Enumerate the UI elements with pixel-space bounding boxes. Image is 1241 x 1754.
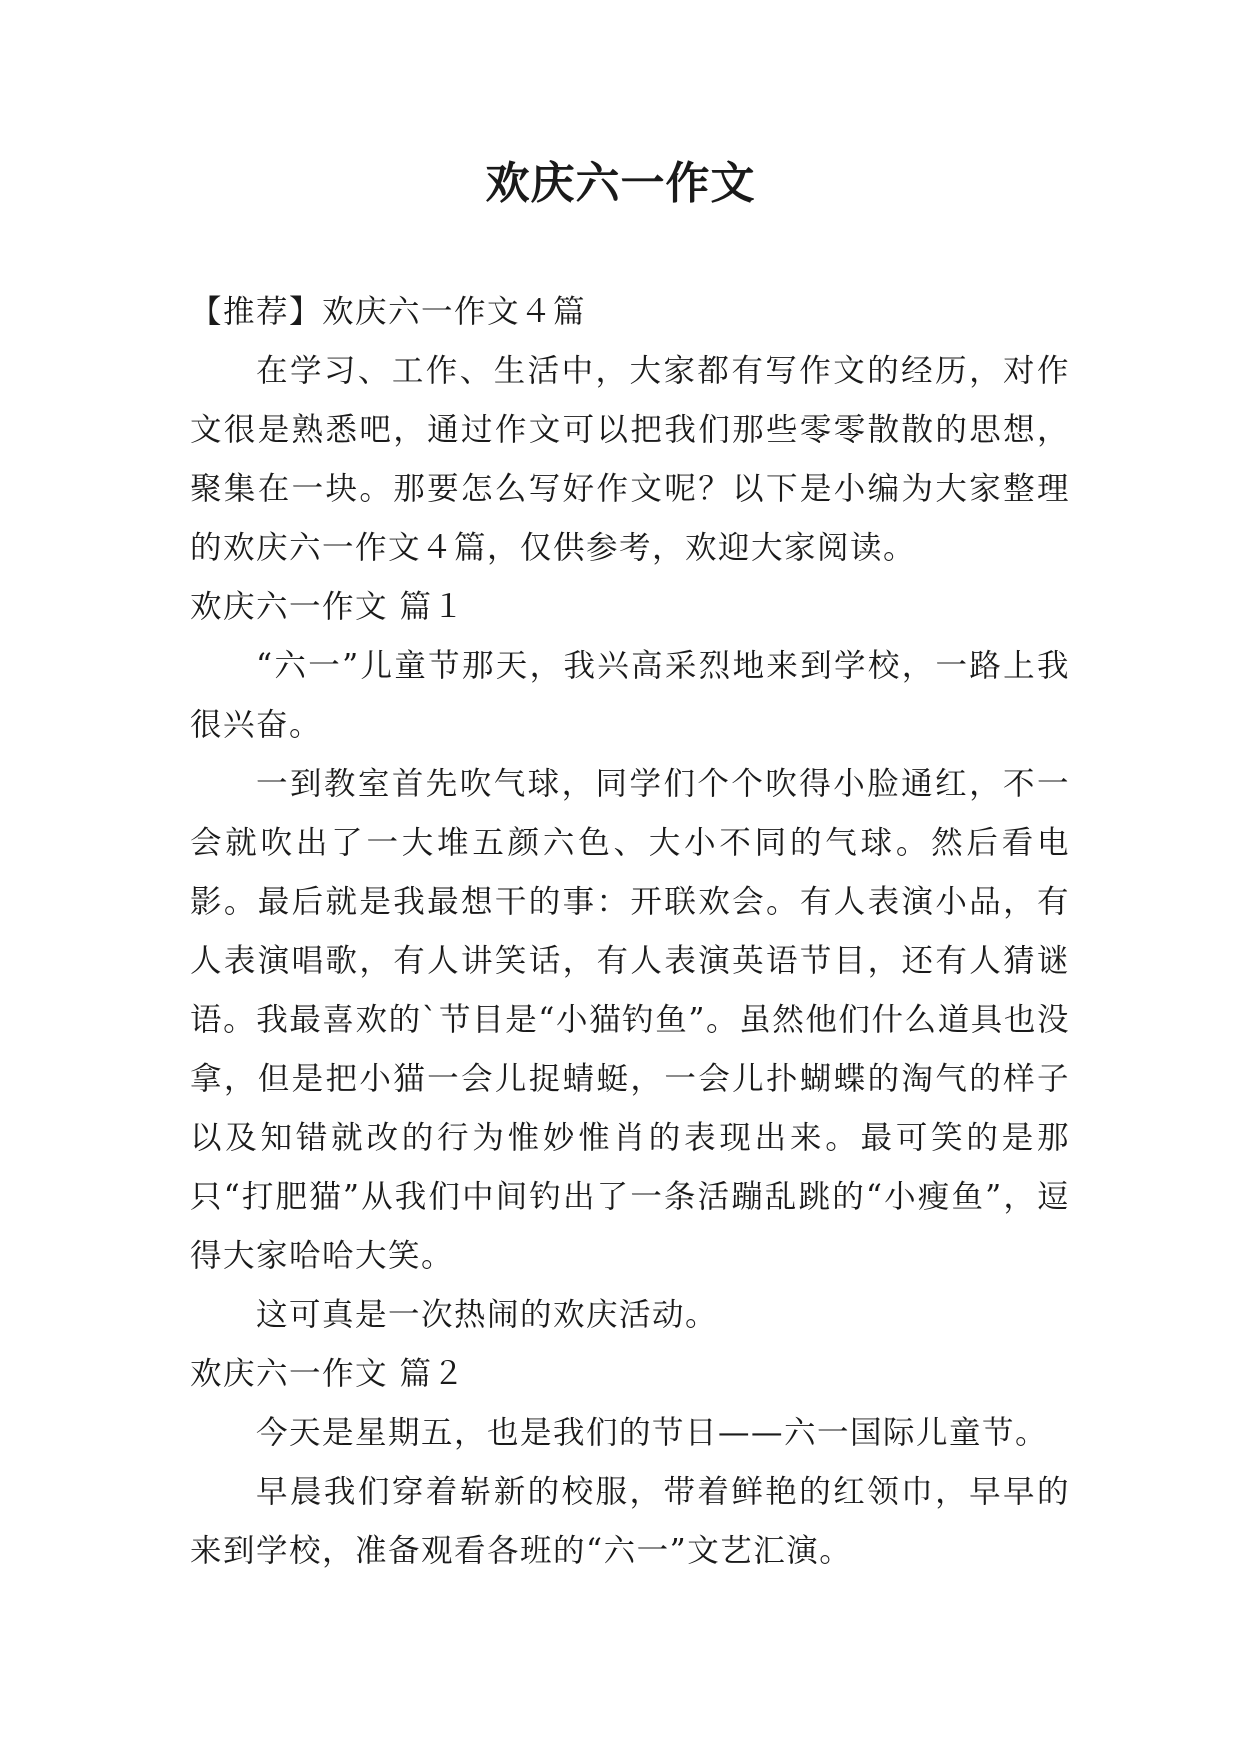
essay-heading: 欢庆六一作文 篇１ <box>190 589 466 625</box>
essay-paragraph: 今天是星期五，也是我们的节日——六一国际儿童节。 <box>256 1415 1049 1451</box>
document-title: 欢庆六一作文 <box>485 158 756 209</box>
essay-paragraph: 一到教室首先吹气球，同学们个个吹得小脸通红，不一会就吹出了一大堆五颜六色、大小不同的气球。然后看电影。最后就是我最想干的事：开联欢会。有人表演小品，有人表演唱歌，有人讲笑话，有人表演英语节目，还有人猜谜语。我最喜欢的`节目是“小猫钓鱼”。虽然他们什么道具也没拿，但是把小猫一会儿捉蜻蜓，一会儿扑蝴蝶的淘气的样子以及知错就改的行为惟妙惟肖的表现出来。最可笑的是那只“打肥猫”从我们中间钓出了一条活蹦乱跳的“小瘦鱼”，逗得大家哈哈大笑。 <box>190 766 1070 1274</box>
intro-paragraph: 在学习、工作、生活中，大家都有写作文的经历，对作文很是熟悉吧，通过作文可以把我们那些零零散散的思想，聚集在一块。那要怎么写好作文呢？以下是小编为大家整理的欢庆六一作文４篇，仅供参考，欢迎大家阅读。 <box>190 353 1070 566</box>
document-body <box>190 283 1070 1581</box>
essay-heading: 欢庆六一作文 篇２ <box>190 1356 466 1392</box>
recommend-line: 【推荐】欢庆六一作文４篇 <box>190 294 587 330</box>
essay-paragraph: 这可真是一次热闹的欢庆活动。 <box>256 1297 719 1333</box>
essay-paragraph: 早晨我们穿着崭新的校服，带着鲜艳的红领巾，早早的来到学校，准备观看各班的“六一”文艺汇演。 <box>190 1474 1070 1569</box>
essay-paragraph: “六一”儿童节那天，我兴高采烈地来到学校，一路上我很兴奋。 <box>190 648 1070 743</box>
